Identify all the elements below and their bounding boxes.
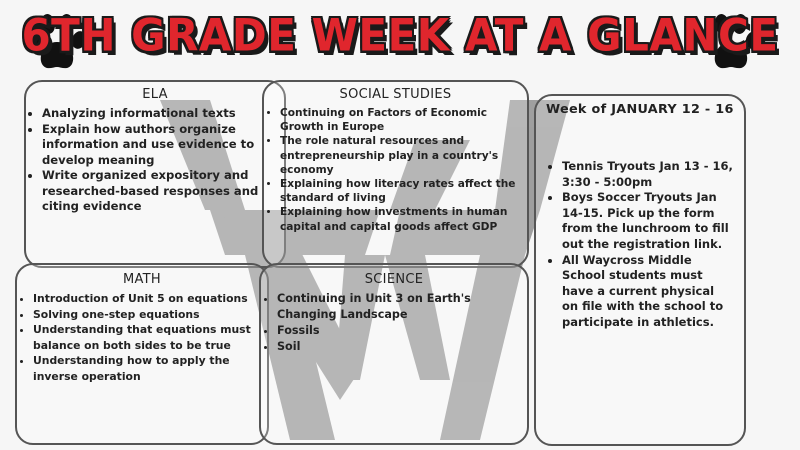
list-item: • Introduction of Unit 5 on equations (33, 291, 267, 307)
list-item: • All Waycross Middle School students must have a current physical on file with the school to participate in athletics. (562, 253, 734, 331)
list-item: • Explaining how investments in human capital and capital goods affect GDP (280, 205, 527, 233)
math-heading: MATH (122, 272, 162, 287)
list-item: • Tennis Tryouts Jan 13 - 16, 3:30 - 5:00pm (562, 159, 734, 190)
list-item: • Continuing on Factors of Economic Growth in Europe (280, 106, 527, 134)
list-item: • Understanding that equations must balance on both sides to be true (33, 322, 267, 353)
list-item: • Write organized expository and researched-based responses and citing evidence (42, 168, 284, 215)
science-list (261, 291, 527, 355)
ela-panel (24, 80, 286, 268)
math-list (17, 291, 267, 384)
list-item: • Soil (277, 339, 527, 355)
list-item: • Fossils (277, 323, 527, 339)
list-item: • Explain how authors organize information and use evidence to develop meaning (42, 122, 284, 169)
ela-heading: ELA (142, 87, 168, 102)
page-title: 6TH GRADE WEEK AT A GLANCE (21, 9, 779, 62)
week-heading: Week of JANUARY 12 - 16 (546, 102, 734, 117)
list-item: • Understanding how to apply the inverse operation (33, 353, 267, 384)
social-studies-heading: SOCIAL STUDIES (339, 87, 452, 102)
social-studies-list (264, 106, 527, 234)
list-item: • The role natural resources and entrepreneurship play in a country's economy (280, 134, 527, 177)
science-heading: SCIENCE (364, 272, 424, 287)
list-item: • Continuing in Unit 3 on Earth's Changing Landscape (277, 291, 527, 323)
list-item: • Boys Soccer Tryouts Jan 14-15. Pick up the form from the lunchroom to fill out the registration link. (562, 190, 734, 252)
list-item: • Explaining how literacy rates affect the standard of living (280, 177, 527, 205)
social-studies-panel (262, 80, 529, 268)
ela-list (26, 106, 284, 215)
math-panel (15, 263, 269, 445)
week-events-list (546, 159, 734, 331)
list-item: • Analyzing informational texts (42, 106, 284, 122)
science-panel (259, 263, 529, 445)
list-item: • Solving one-step equations (33, 307, 267, 323)
week-events-panel (534, 94, 746, 446)
